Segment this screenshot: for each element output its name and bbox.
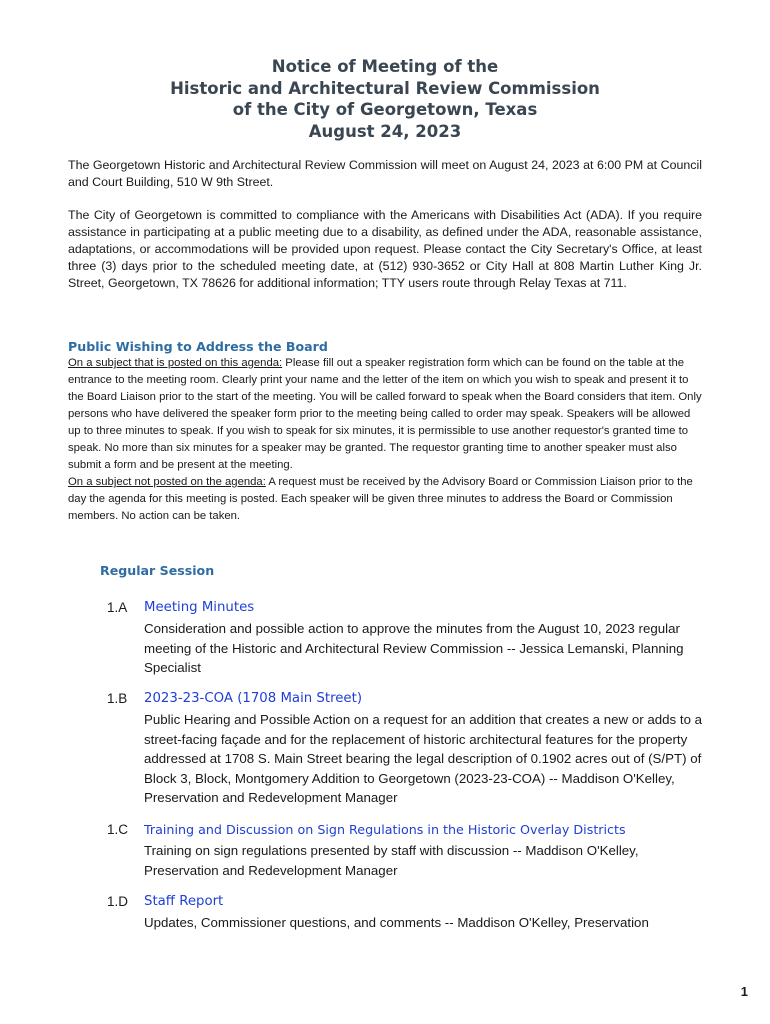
- agenda-item-title: 2023-23-COA (1708 Main Street): [144, 691, 363, 706]
- ada-notice-paragraph: The City of Georgetown is committed to compliance with the Americans with Disabilities Act (ADA). If you require assistance in participating at a public meeting due to a disability, as defined under the ADA, reasonable assistance, adaptations, or accommodations will be provided upon request. Please contact the City Secretary's Office, at least three (3) days prior to the scheduled meeting date, at (512) 930-3652 or City Hall at 808 Martin Luther King Jr. Street, Georgetown, TX 78626 for additional information; TTY users route through Relay Texas at 711.: [68, 208, 702, 290]
- agenda-item-title: Training and Discussion on Sign Regulations in the Historic Overlay Districts: [144, 822, 626, 837]
- agenda-item-description: Training on sign regulations presented by staff with discussion -- Maddison O'Kelley, Preservation and Redevelopment Manager: [144, 843, 639, 878]
- agenda-item-description: Consideration and possible action to approve the minutes from the August 10, 2023 regular meeting of the Historic and Architectural Review Commission -- Jessica Lemanski, Planning Specialist: [144, 621, 684, 676]
- meeting-info-paragraph: The Georgetown Historic and Architectural Review Commission will meet on August 24, 2023 at 6:00 PM at Council and Court Building, 510 W 9th Street.: [68, 158, 702, 189]
- title-line-1: Notice of Meeting of the: [271, 57, 499, 76]
- page-number: 1: [740, 984, 748, 999]
- posted-subject-label: On a subject that is posted on this agenda:: [68, 357, 283, 369]
- agenda-item-title: Staff Report: [144, 894, 224, 909]
- not-posted-subject-label: On a subject not posted on the agenda:: [68, 476, 266, 488]
- agenda-item-number: 1.D: [107, 894, 129, 909]
- public-wishing-heading: Public Wishing to Address the Board: [68, 339, 328, 354]
- agenda-item-number: 1.C: [107, 822, 129, 837]
- posted-subject-text: Please fill out a speaker registration form which can be found on the table at the entrance to the meeting room. Clearly print your name and the letter of the item on which you wish to speak and present it to the Board Liaison prior to the start of the meeting. You will be called forward to speak when the Board considers that item. Only persons who have delivered the speaker form prior to the meeting being called to order may speak. Speakers will be allowed up to three minutes to speak. If you wish to speak for six minutes, it is permissible to use another requestor's granted time to speak. No more than six minutes for a speaker may be granted. The requestor granting time to another speaker must also submit a form and be present at the meeting.: [68, 357, 702, 471]
- title-line-2: Historic and Architectural Review Commission: [170, 78, 600, 98]
- regular-session-heading: Regular Session: [100, 563, 215, 578]
- agenda-item-number: 1.B: [107, 691, 128, 706]
- agenda-item-description: Updates, Commissioner questions, and comments -- Maddison O'Kelley, Preservation: [144, 915, 649, 930]
- not-posted-subject-text: A request must be received by the Advisory Board or Commission Liaison prior to the day the agenda for this meeting is posted. Each speaker will be given three minutes to address the Board or Commission members. No action can be taken.: [68, 476, 693, 522]
- title-line-3: of the City of Georgetown, Texas: [232, 100, 538, 119]
- speaker-instructions: [68, 355, 702, 525]
- title-line-4: August 24, 2023: [308, 121, 462, 141]
- page-title: [0, 56, 770, 142]
- agenda-item-description: Public Hearing and Possible Action on a request for an addition that creates a new or adds to a street-facing façade and for the replacement of historic architectural features for the property addressed at 1708 S. Main Street bearing the legal description of 0.1902 acres out of (S/PT) of Block 3, Block, Montgomery Addition to Georgetown (2023-23-COA) -- Maddison O'Kelley, Preservation and Redevelopment Manager: [144, 712, 703, 806]
- agenda-item-number: 1.A: [107, 600, 128, 615]
- agenda-item-title: Meeting Minutes: [144, 600, 255, 615]
